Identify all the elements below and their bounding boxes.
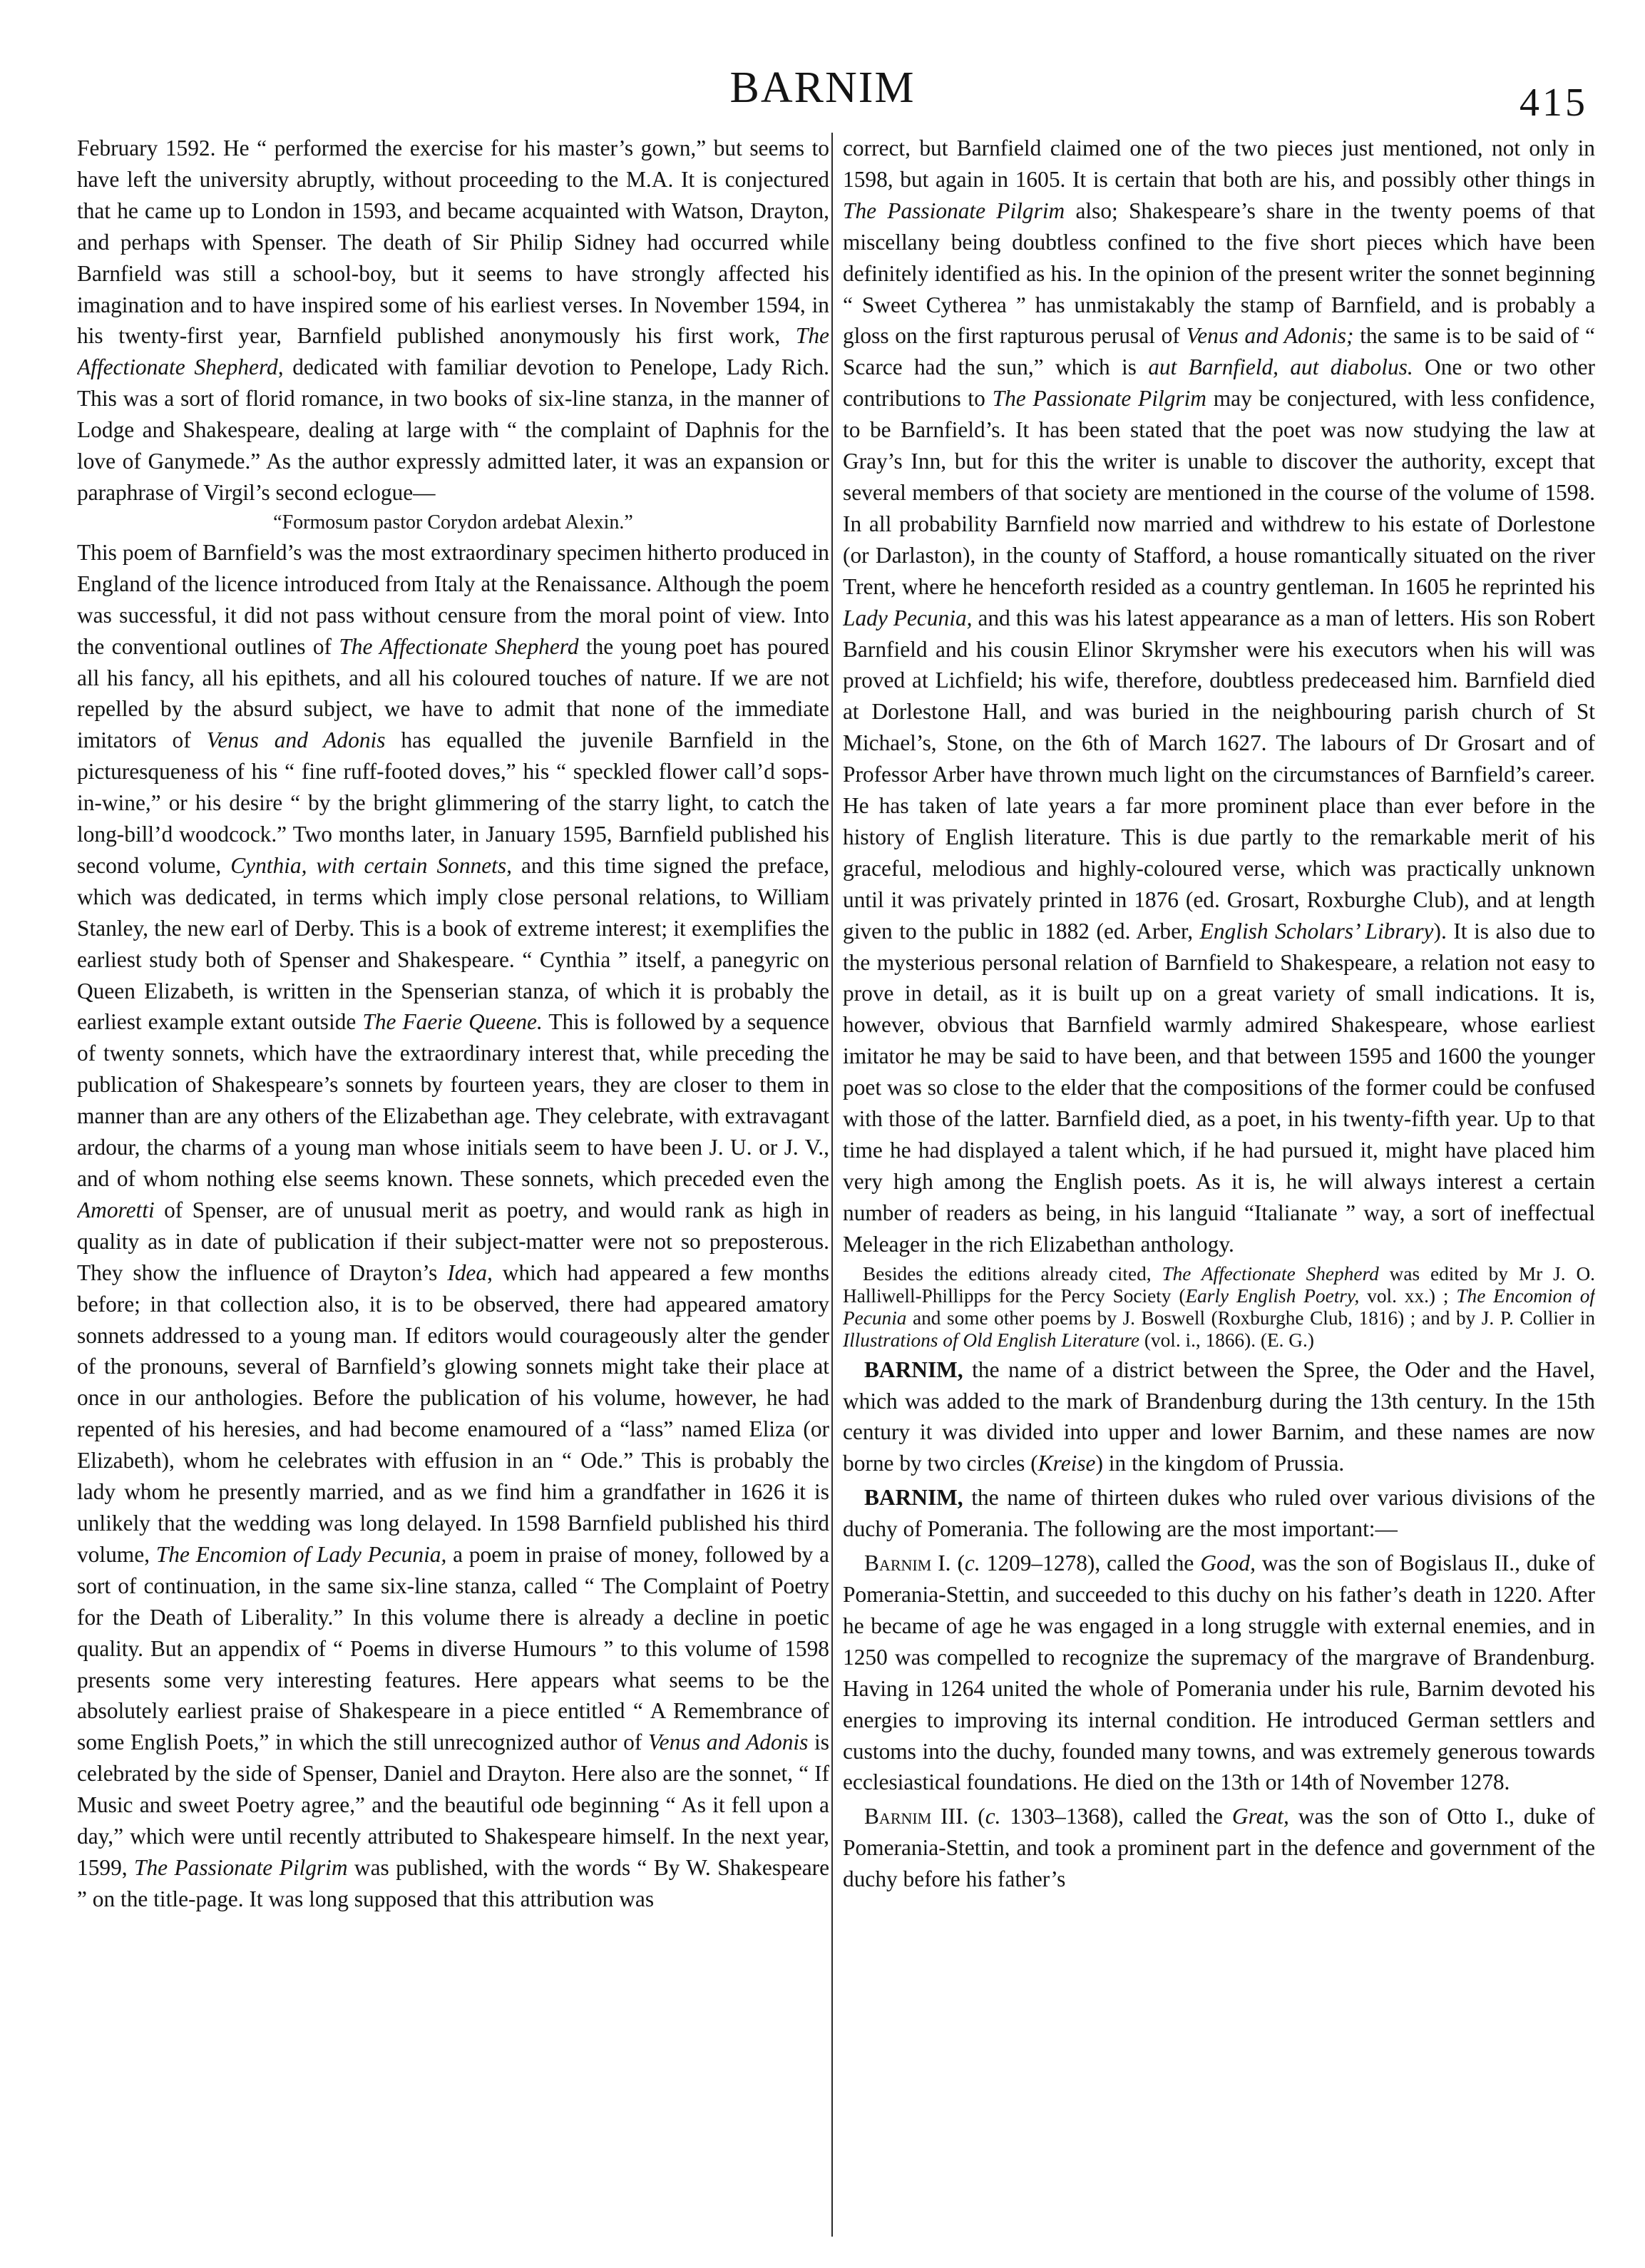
subentry-name: Barnim III. (864, 1804, 969, 1829)
page-number: 415 (1520, 81, 1588, 125)
entry-headword: BARNIM, (864, 1357, 963, 1382)
entry-barnim-dukes: BARNIM, the name of thirteen dukes who ruled over various divisions of the duchy of Pomerania. The following are the most important:— (843, 1485, 1595, 1542)
left-column (77, 133, 829, 2244)
paragraph: This poem of Barnfield’s was the most extraordinary specimen hitherto produced in England of the licence introduced from Italy at the Renaissance. Although the poem was successful, it did not pass without censure from the moral point of view. Into the conventional outlines of The Affectionate Shepherd the young poet has poured all his fancy, all his epithets, and all his coloured touches of nature. If we are not repelled by the absurd subject, we have to admit that none of the immediate imitators of Venus and Adonis has equalled the juvenile Barnfield in the picturesqueness of his “ fine ruff-footed doves,” his “ speckled flower call’d sops-in-wine,” or his desire “ by the bright glimmering of the starry light, to catch the long-bill’d woodcock.” Two months later, in January 1595, Barnfield published his second volume, Cynthia, with certain Sonnets, and this time signed the preface, which was dedicated, in terms which imply close personal relations, to William Stanley, the new earl of Derby. This is a book of extreme interest; it exemplifies the earliest study both of Spenser and Shakespeare. “ Cynthia ” itself, a panegyric on Queen Elizabeth, is written in the Spenserian stanza, of which it is probably the earliest example extant outside The Faerie Queene. This is followed by a sequence of twenty sonnets, which have the extraordinary interest that, while preceding the publication of Shakespeare’s sonnets by fourteen years, they are closer to them in manner than are any others of the Elizabethan age. They celebrate, with extravagant ardour, the charms of a young man whose initials seem to have been J. U. or J. V., and of whom nothing else seems known. These sonnets, which preceded even the Amoretti of Spenser, are of unusual merit as poetry, and would rank as high in quality as in date of publication if their subject-matter were not so preposterous. They show the influence of Drayton’s Idea, which had appeared a few months before; in that collection also, it is to be observed, there had appeared amatory sonnets addressed to a young man. If editors would courageously alter the gender of the pronouns, several of Barnfield’s glowing sonnets might take their place at once in our anthologies. Before the publication of his volume, however, he had repented of his heresies, and had become enamoured of a “lass” named Eliza (or Elizabeth), whom he celebrates with effusion in an “ Ode.” This is probably the lady whom he presently married, and as we find him a grandfather in 1626 it is unlikely that the wedding was long delayed. In 1598 Barnfield published his third volume, The Encomion of Lady Pecunia, a poem in praise of money, followed by a sort of continuation, in the same six-line stanza, called “ The Complaint of Poetry for the Death of Liberality.” In this volume there is already a decline in poetic quality. But an appendix of “ Poems in diverse Humours ” to this volume of 1598 presents some very interesting features. Here appears what seems to be the absolutely earliest praise of Shakespeare in a piece entitled “ A Remembrance of some English Poets,” in which the still unrecognized author of Venus and Adonis is celebrated by the side of Spenser, Daniel and Drayton. Here also are the sonnet, “ If Music and sweet Poetry agree,” and the beautiful ode beginning “ As it fell upon a day,” which were until recently attributed to Shakespeare himself. In the next year, 1599, The Passionate Pilgrim was published, with the words “ By W. Shakespeare ” on the title-page. It was long supposed that this attribution was (77, 539, 829, 1911)
subentry-name: Barnim I. (864, 1551, 951, 1576)
paragraph: correct, but Barnfield claimed one of the two pieces just mentioned, not only in 1598, but again in 1605. It is certain that both are his, and possibly other things in The Passionate Pilgrim also; Shakespeare’s share in the twenty poems of that miscellany being doubtless confined to the five short pieces which have been definitely identified as his. In the opinion of the present writer the sonnet beginning “ Sweet Cytherea ” has unmistakably the stamp of Barnfield, and is probably a gloss on the first rapturous perusal of Venus and Adonis; the same is to be said of “ Scarce had the sun,” which is aut Barnfield, aut diabolus. One or two other contributions to The Passionate Pilgrim may be conjectured, with less confidence, to be Barnfield’s. It has been stated that the poet was now studying the law at Gray’s Inn, but for this the writer is unable to discover the authority, except that several members of that society are mentioned in the course of the volume of 1598. In all probability Barnfield now married and withdrew to his estate of Dorlestone (or Darlaston), in the county of Stafford, a house romantically situated on the river Trent, where he henceforth resided as a country gentleman. In 1605 he reprinted his Lady Pecunia, and this was his latest appearance as a man of letters. His son Robert Barnfield and his cousin Elinor Skrymsher were his executors when his will was proved at Lichfield; his wife, therefore, doubtless predeceased him. Barnfield died at Dorlestone Hall, and was buried in the neighbouring parish church of St Michael’s, Stone, on the 6th of March 1627. The labours of Dr Grosart and of Professor Arber have thrown much light on the circumstances of Barnfield’s career. He has taken of late years a far more prominent place than ever before in the history of English literature. This is due partly to the remarkable merit of his graceful, melodious and highly-coloured verse, which was practically unknown until it was privately printed in 1876 (ed. Grosart, Roxburghe Club), and at length given to the public in 1882 (ed. Arber, English Scholars’ Library). It is also due to the mysterious personal relation of Barnfield to Shakespeare, a relation not easy to prove in detail, as it is built up on a great variety of small indications. It is, however, obvious that Barnfield warmly admired Shakespeare, whose earliest imitator he may be said to have been, and that between 1595 and 1600 the younger poet was so close to the elder that the compositions of the former could be confused with those of the latter. Barnfield died, as a poet, in his twenty-fifth year. Up to that time he had displayed a talent which, if he had pursued it, might have placed him very high among the English poets. As it is, he will always interest a certain number of readers as being, in his languid “Italianate ” way, a sort of ineffectual Meleager in the rich Elizabethan anthology. (843, 136, 1595, 1257)
subentry-barnim-i: Barnim I. (c. 1209–1278), called the Good, was the son of Bogislaus II., duke of Pomerania-Stettin, and succeeded to this duchy on his father’s death in 1220. After he became of age he was engaged in a long struggle with external enemies, and in 1250 was compelled to recognize the supremacy of the margrave of Brandenburg. Having in 1264 united the whole of Pomerania under his rule, Barnim devoted his energies to improving its internal condition. He introduced German settlers and customs into the duchy, founded many towns, and was extremely generous towards ecclesiastical foundations. He died on the 13th or 14th of November 1278. (843, 1551, 1595, 1795)
entry-barnim-district: BARNIM, the name of a district between the Spree, the Oder and the Havel, which was added to the mark of Brandenburg during the 13th century. In the 15th century it was divided into upper and lower Barnim, and these names are now borne by two circles (Kreise) in the kingdom of Prussia. (843, 1357, 1595, 1476)
column-divider (831, 133, 833, 2237)
right-column (843, 133, 1595, 2244)
page-title: BARNIM (729, 63, 916, 112)
paragraph: February 1592. He “ performed the exercise for his master’s gown,” but seems to have left the university abruptly, without proceeding to the M.A. It is conjectured that he came up to London in 1593, and became acquainted with Watson, Drayton, and perhaps with Spenser. The death of Sir Philip Sidney had occurred while Barnfield was still a school-boy, but it seems to have strongly affected his imagination and to have inspired some of his earliest verses. In November 1594, in his twenty-first year, Barnfield published anonymously his first work, The Affectionate Shepherd, dedicated with familiar devotion to Penelope, Lady Rich. This was a sort of florid romance, in two books of six-line stanza, in the manner of Lodge and Shakespeare, dealing at large with “ the complaint of Daphnis for the love of Ganymede.” As the author expressly admitted later, it was an expansion or paraphrase of Virgil’s second eclogue— (77, 136, 829, 505)
bibliography-note: Besides the editions already cited, The Affectionate Shepherd was edited by Mr J. O. Halliwell-Phillipps for the Percy Society (Early English Poetry, vol. xx.) ; The Encomion of Pecunia and some other poems by J. Boswell (Roxburghe Club, 1816) ; and by J. P. Collier in Illustrations of Old English Literature (vol. i., 1866). (E. G.) (843, 1262, 1595, 1351)
quotation: “Formosum pastor Corydon ardebat Alexin.” (273, 511, 633, 533)
subentry-barnim-iii: Barnim III. (c. 1303–1368), called the Great, was the son of Otto I., duke of Pomerania-Stettin, and took a prominent part in the defence and government of the duchy before his father’s (843, 1804, 1595, 1892)
entry-headword: BARNIM, (864, 1485, 963, 1511)
